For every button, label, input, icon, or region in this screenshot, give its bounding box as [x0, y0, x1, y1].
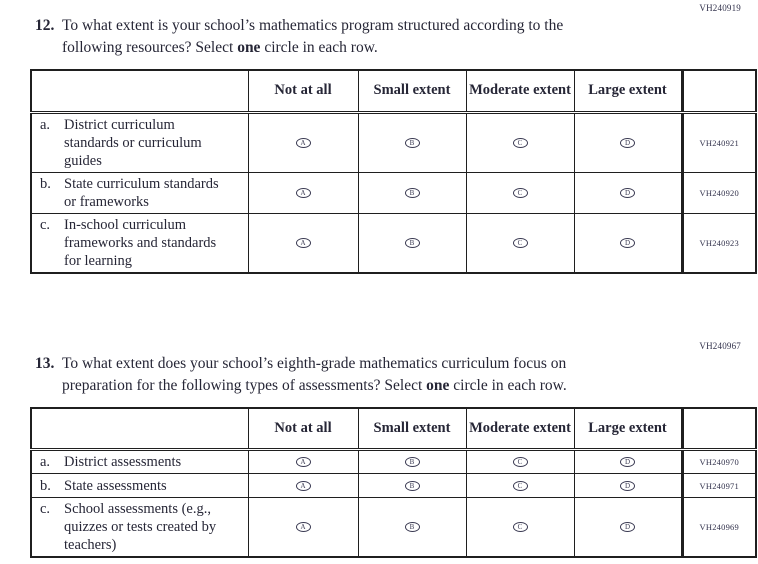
answer-cell-moderate-extent — [466, 213, 574, 273]
answer-cell-not-at-all — [248, 213, 358, 273]
question-12-number: 12. — [35, 17, 55, 34]
answer-circle-c[interactable]: C — [513, 457, 528, 467]
answer-cell-not-at-all — [248, 112, 358, 172]
question-13-block — [0, 341, 758, 559]
answer-cell-moderate-extent — [466, 474, 574, 498]
question-13-line-2-post: circle in each row. — [449, 376, 567, 394]
header-row — [31, 70, 756, 112]
row-accession-code: VH240969 — [682, 498, 756, 558]
answer-cell-large-extent — [574, 498, 682, 558]
row-label-cell — [31, 213, 248, 273]
answer-circle-c[interactable]: C — [513, 238, 528, 248]
row-accession-code: VH240921 — [682, 112, 756, 172]
answer-circle-d[interactable]: D — [620, 481, 635, 491]
answer-circle-b[interactable]: B — [405, 481, 420, 491]
answer-cell-small-extent — [358, 172, 466, 213]
answer-circle-a[interactable]: A — [296, 522, 311, 532]
column-header-moderate-extent: Moderate extent — [466, 70, 574, 112]
answer-cell-large-extent — [574, 474, 682, 498]
row-label: State curriculum standards or frameworks — [64, 175, 219, 210]
answer-cell-not-at-all — [248, 450, 358, 474]
row-label-cell — [31, 172, 248, 213]
answer-circle-a[interactable]: A — [296, 238, 311, 248]
column-header-large-extent: Large extent — [574, 70, 682, 112]
column-header-small-extent: Small extent — [358, 408, 466, 450]
answer-cell-small-extent — [358, 474, 466, 498]
column-header-small-extent: Small extent — [358, 70, 466, 112]
answer-cell-moderate-extent — [466, 450, 574, 474]
question-12-line-1: To what extent is your school’s mathematics program structured according to the — [62, 17, 564, 34]
question-13-prompt — [62, 353, 567, 397]
question-12-prompt — [62, 15, 563, 59]
header-row — [31, 408, 756, 450]
answer-circle-d[interactable]: D — [620, 522, 635, 532]
question-12-block — [0, 3, 758, 274]
answer-cell-large-extent — [574, 112, 682, 172]
answer-circle-c[interactable]: C — [513, 522, 528, 532]
question-13-response-table — [30, 407, 757, 559]
answer-cell-not-at-all — [248, 172, 358, 213]
answer-circle-d[interactable]: D — [620, 188, 635, 198]
table-row-state-curriculum — [31, 172, 756, 213]
answer-circle-c[interactable]: C — [513, 188, 528, 198]
answer-cell-moderate-extent — [466, 498, 574, 558]
code-column-header — [682, 408, 756, 450]
row-marker: a. — [40, 454, 51, 470]
table-row-school-assessments — [31, 498, 756, 558]
answer-circle-a[interactable]: A — [296, 138, 311, 148]
table-row-district-assessments — [31, 450, 756, 474]
answer-cell-moderate-extent — [466, 112, 574, 172]
row-label: In-school curriculum frameworks and standards for learning — [64, 216, 217, 269]
question-12-text — [35, 15, 758, 59]
answer-circle-a[interactable]: A — [296, 457, 311, 467]
question-13-table-header — [31, 408, 756, 450]
question-13-text — [35, 353, 758, 397]
row-label: District assessments — [64, 454, 182, 470]
row-accession-code: VH240923 — [682, 213, 756, 273]
question-13-line-1: To what extent does your school’s eighth-grade mathematics curriculum focus on — [62, 354, 567, 372]
question-12-table-header — [31, 70, 756, 112]
column-header-not-at-all: Not at all — [248, 408, 358, 450]
code-column-header — [682, 70, 756, 112]
answer-circle-b[interactable]: B — [405, 138, 420, 148]
question-13-line-2 — [62, 375, 567, 397]
answer-cell-small-extent — [358, 213, 466, 273]
answer-circle-d[interactable]: D — [620, 457, 635, 467]
column-header-not-at-all: Not at all — [248, 70, 358, 112]
question-12-accession-code: VH240919 — [699, 3, 741, 13]
answer-circle-d[interactable]: D — [620, 138, 635, 148]
answer-circle-d[interactable]: D — [620, 238, 635, 248]
question-12-line-2-post: circle in each row. — [260, 39, 378, 56]
answer-cell-not-at-all — [248, 498, 358, 558]
answer-cell-large-extent — [574, 213, 682, 273]
question-13-accession-code: VH240967 — [699, 340, 741, 351]
answer-cell-moderate-extent — [466, 172, 574, 213]
row-label-cell — [31, 474, 248, 498]
row-marker: b. — [40, 175, 51, 192]
row-marker: c. — [40, 216, 51, 233]
answer-circle-a[interactable]: A — [296, 481, 311, 491]
answer-cell-large-extent — [574, 172, 682, 213]
row-label: State assessments — [64, 477, 167, 494]
answer-circle-b[interactable]: B — [405, 522, 420, 532]
answer-cell-small-extent — [358, 498, 466, 558]
row-label-cell — [31, 450, 248, 474]
answer-circle-b[interactable]: B — [405, 238, 420, 248]
stub-header-cell — [31, 70, 248, 112]
answer-cell-large-extent — [574, 450, 682, 474]
row-label: School assessments (e.g., quizzes or tests created by teachers) — [64, 501, 217, 553]
column-header-moderate-extent: Moderate extent — [466, 408, 574, 450]
answer-circle-b[interactable]: B — [405, 188, 420, 198]
question-13-select-one-emphasis: one — [426, 376, 450, 394]
answer-circle-a[interactable]: A — [296, 188, 311, 198]
row-label-cell — [31, 112, 248, 172]
question-12-response-table — [30, 69, 757, 274]
row-accession-code: VH240920 — [682, 172, 756, 213]
row-marker: a. — [40, 116, 51, 133]
row-label: District curriculum standards or curriculum guides — [64, 116, 202, 169]
answer-cell-small-extent — [358, 112, 466, 172]
row-accession-code: VH240971 — [682, 474, 756, 498]
question-13-line-2-pre: preparation for the following types of assessments? Select — [62, 376, 427, 394]
stub-header-cell — [31, 408, 248, 450]
column-header-large-extent: Large extent — [574, 408, 682, 450]
question-13-number: 13. — [35, 354, 55, 372]
question-12-line-2 — [62, 37, 563, 59]
section-gap — [0, 274, 758, 341]
answer-cell-not-at-all — [248, 474, 358, 498]
row-marker: b. — [40, 477, 51, 494]
answer-circle-c[interactable]: C — [513, 138, 528, 148]
question-12-line-2-pre: following resources? Select — [62, 39, 238, 56]
answer-circle-b[interactable]: B — [405, 457, 420, 467]
table-row-state-assessments — [31, 474, 756, 498]
answer-circle-c[interactable]: C — [513, 481, 528, 491]
answer-cell-small-extent — [358, 450, 466, 474]
row-label-cell — [31, 498, 248, 558]
row-marker: c. — [40, 501, 51, 517]
table-row-in-school-curriculum — [31, 213, 756, 273]
row-accession-code: VH240970 — [682, 450, 756, 474]
question-12-select-one-emphasis: one — [237, 39, 261, 56]
table-row-district-curriculum — [31, 112, 756, 172]
